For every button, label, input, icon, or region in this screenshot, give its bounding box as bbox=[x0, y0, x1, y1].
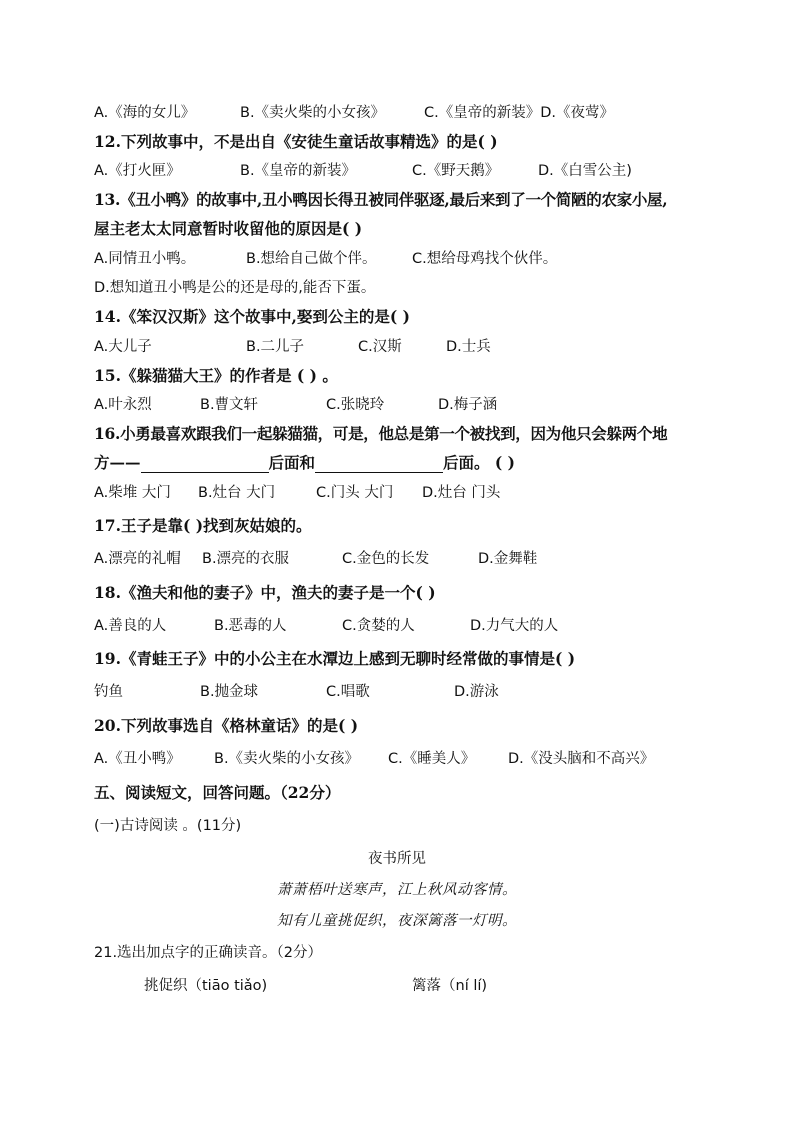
q17-option-c: C.金色的长发 bbox=[342, 551, 430, 567]
q13-stem-line1: 13.《丑小鸭》的故事中,丑小鸭因长得丑被同伴驱逐,最后来到了一个简陋的农家小屋, bbox=[94, 190, 668, 209]
poem-line2: 知有儿童挑促织，夜深篱落一灯明。 bbox=[277, 913, 517, 929]
q11-option-a: A.《海的女儿》 bbox=[94, 105, 196, 121]
q18-option-a: A.善良的人 bbox=[94, 618, 167, 634]
q18-option-b: B.恶毒的人 bbox=[214, 618, 287, 634]
q14-option-d: D.士兵 bbox=[446, 339, 491, 355]
section5-sub1: (一)古诗阅读 。(11分) bbox=[94, 818, 242, 834]
q15-option-b: B.曹文轩 bbox=[200, 397, 259, 413]
q17-option-a: A.漂亮的礼帽 bbox=[94, 551, 181, 567]
q16-option-b: B.灶台 大门 bbox=[198, 485, 276, 501]
poem-line1: 萧萧梧叶送寒声，江上秋风动客情。 bbox=[277, 882, 517, 898]
q21-item-1: 挑促织（tiāo tiǎo) bbox=[144, 978, 268, 994]
q14-option-c: C.汉斯 bbox=[358, 339, 402, 355]
q15-option-c: C.张晓玲 bbox=[326, 397, 385, 413]
poem-title: 夜书所见 bbox=[368, 851, 426, 867]
q20-option-d: D.《没头脑和不高兴》 bbox=[508, 751, 655, 767]
q18-option-c: C.贪婪的人 bbox=[342, 618, 415, 634]
q19-option-a: 钓鱼 bbox=[94, 684, 123, 700]
q11-option-cd: C.《皇帝的新装》D.《夜莺》 bbox=[424, 105, 615, 121]
q20-option-a: A.《丑小鸭》 bbox=[94, 751, 181, 767]
q14-option-a: A.大儿子 bbox=[94, 339, 152, 355]
q21-item-2: 篱落（ní lí) bbox=[412, 978, 488, 994]
q16-blank-2[interactable] bbox=[315, 456, 443, 473]
q12-option-d: D.《白雪公主) bbox=[538, 163, 632, 179]
q12-option-c: C.《野天鹅》 bbox=[412, 163, 500, 179]
q20-stem: 20.下列故事选自《格林童话》的是( ) bbox=[94, 716, 359, 735]
q16-blank-1[interactable] bbox=[141, 456, 269, 473]
q19-option-b: B.抛金球 bbox=[200, 684, 259, 700]
q12-option-a: A.《打火匣》 bbox=[94, 163, 181, 179]
q18-stem: 18.《渔夫和他的妻子》中，渔夫的妻子是一个( ) bbox=[94, 583, 436, 602]
q16-stem-part-c: 后面。 ( ) bbox=[443, 453, 515, 472]
section5-title: 五、阅读短文，回答问题。（22分） bbox=[94, 783, 341, 802]
q16-option-c: C.门头 大门 bbox=[316, 485, 394, 501]
q15-stem: 15.《躲猫猫大王》的作者是 ( ) 。 bbox=[94, 366, 338, 385]
q21-stem: 21.选出加点字的正确读音。（2分） bbox=[94, 945, 323, 961]
q16-stem-line1: 16.小勇最喜欢跟我们一起躲猫猫，可是，他总是第一个被找到，因为他只会躲两个地 bbox=[94, 424, 668, 443]
q19-option-d: D.游泳 bbox=[454, 684, 499, 700]
q17-option-b: B.漂亮的衣服 bbox=[202, 551, 290, 567]
q16-option-a: A.柴堆 大门 bbox=[94, 485, 171, 501]
q13-stem-line2: 屋主老太太同意暂时收留他的原因是( ) bbox=[94, 219, 363, 238]
q18-option-d: D.力气大的人 bbox=[470, 618, 559, 634]
q12-option-b: B.《皇帝的新装》 bbox=[240, 163, 357, 179]
q17-stem: 17.王子是靠( )找到灰姑娘的。 bbox=[94, 516, 312, 535]
q11-option-b: B.《卖火柴的小女孩》 bbox=[240, 105, 386, 121]
q13-option-c: C.想给母鸡找个伙伴。 bbox=[412, 251, 558, 267]
q20-option-c: C.《睡美人》 bbox=[388, 751, 476, 767]
q19-option-c: C.唱歌 bbox=[326, 684, 370, 700]
q13-option-a: A.同情丑小鸭。 bbox=[94, 251, 196, 267]
q19-stem: 19.《青蛙王子》中的小公主在水潭边上感到无聊时经常做的事情是( ) bbox=[94, 649, 576, 668]
q16-stem-part-a: 方—— bbox=[94, 453, 141, 472]
q13-option-d: D.想知道丑小鸭是公的还是母的,能否下蛋。 bbox=[94, 280, 376, 296]
q13-option-b: B.想给自己做个伴。 bbox=[246, 251, 377, 267]
q16-option-d: D.灶台 门头 bbox=[422, 485, 501, 501]
q15-option-a: A.叶永烈 bbox=[94, 397, 152, 413]
q15-option-d: D.梅子涵 bbox=[438, 397, 498, 413]
q17-option-d: D.金舞鞋 bbox=[478, 551, 538, 567]
q20-option-b: B.《卖火柴的小女孩》 bbox=[214, 751, 360, 767]
q14-stem: 14.《笨汉汉斯》这个故事中,娶到公主的是( ) bbox=[94, 307, 410, 326]
q16-stem-part-b: 后面和 bbox=[268, 453, 316, 472]
q12-stem: 12.下列故事中，不是出自《安徒生童话故事精选》的是( ) bbox=[94, 132, 498, 151]
q16-stem-line2 bbox=[94, 453, 714, 473]
q14-option-b: B.二儿子 bbox=[246, 339, 305, 355]
